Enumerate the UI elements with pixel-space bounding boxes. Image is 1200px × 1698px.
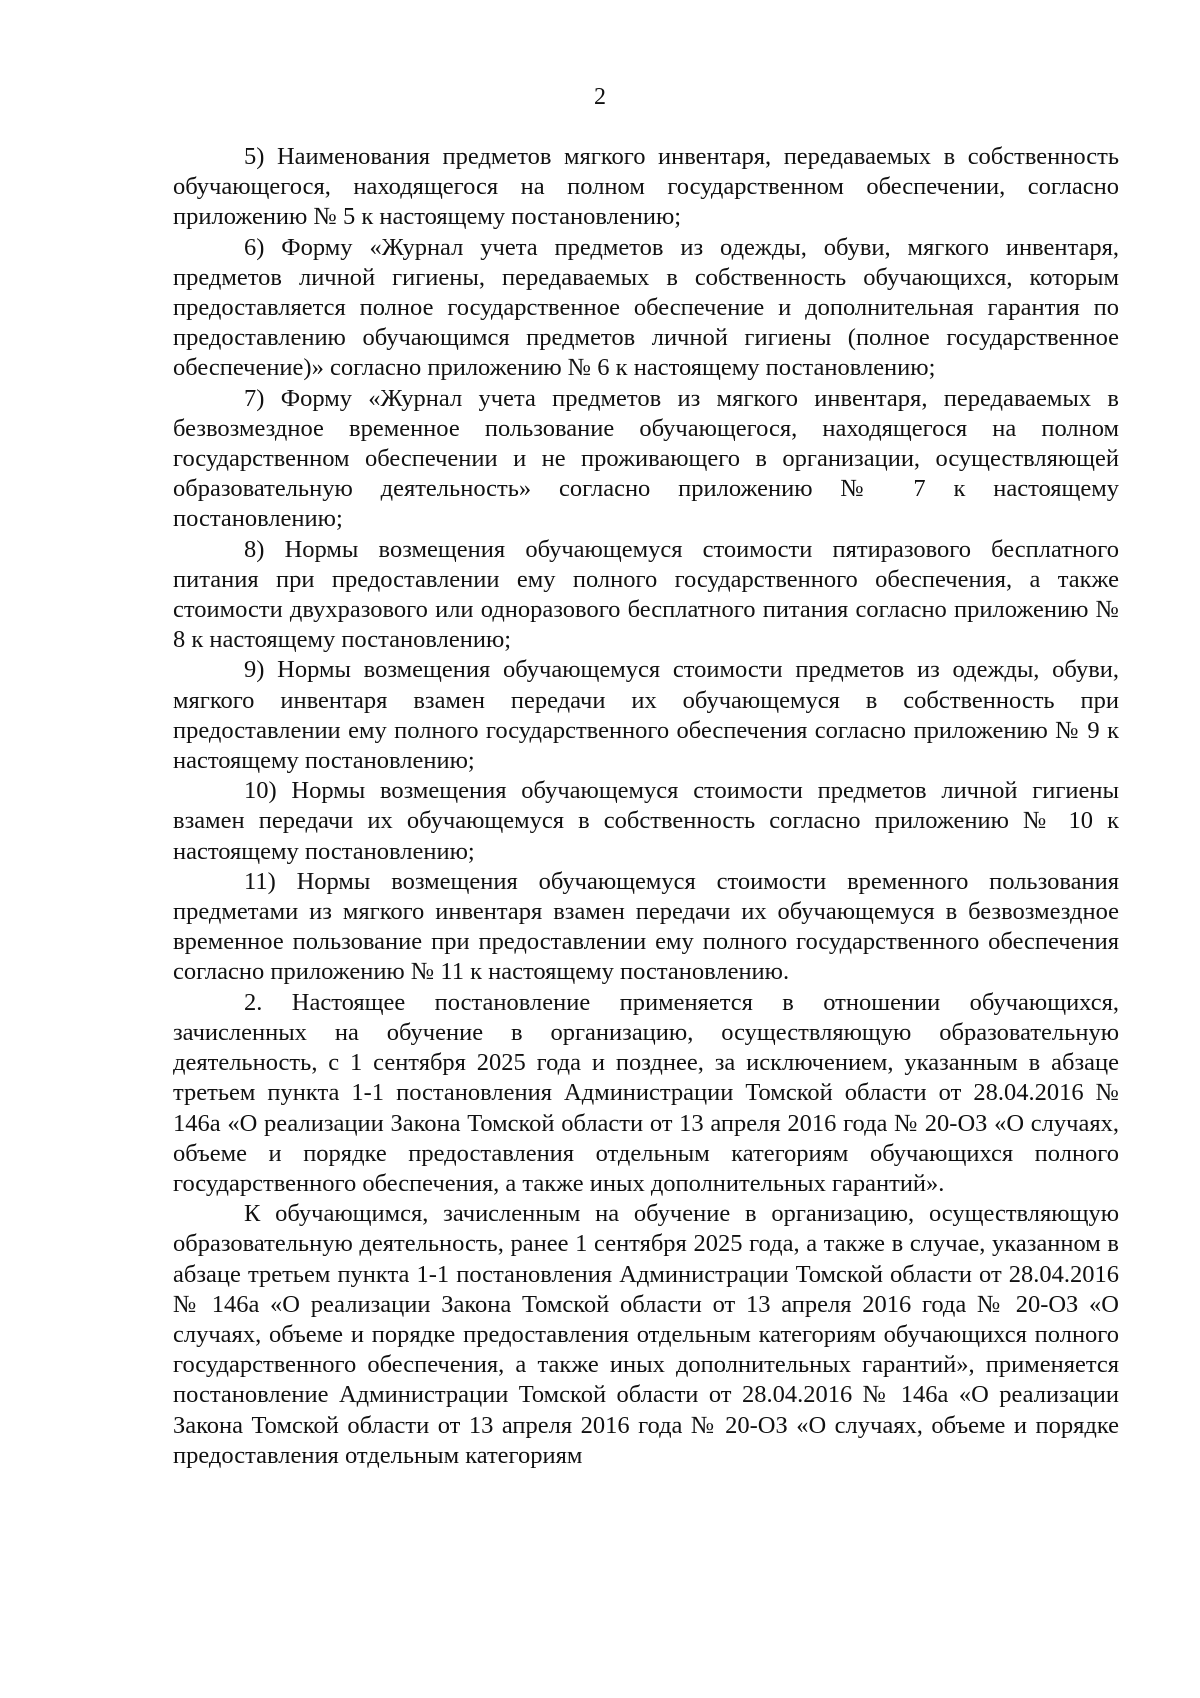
paragraph-item-5: 5) Наименования предметов мягкого инвентаря, передаваемых в собственность обучающегося, находящегося на полном государственном обеспечении, согласно приложению № 5 к настоящему постановлению; — [173, 143, 1119, 231]
paragraph-item-7: 7) Форму «Журнал учета предметов из мягкого инвентаря, передаваемых в безвозмездное временное пользование обучающегося, находящегося на полном государственном обеспечении и не проживающего в организации, осуществляющей образовательную деятельность» согласно приложению № 7 к настоящему постановлению; — [173, 384, 1119, 533]
document-body — [173, 142, 1119, 1471]
paragraph-item-11: 11) Нормы возмещения обучающемуся стоимости временного пользования предметами из мягкого инвентаря взамен передачи их обучающемуся в безвозмездное временное пользование при предоставлении ему полного государственного обеспечения согласно приложению № 11 к настоящему постановлению. — [173, 867, 1119, 986]
paragraph-item-8: 8) Нормы возмещения обучающемуся стоимости пятиразового бесплатного питания при предоставлении ему полного государственного обеспечения, а также стоимости двухразового или одноразового бесплатного питания согласно приложению № 8 к настоящему постановлению; — [173, 535, 1119, 654]
paragraph-clause-2: 2. Настоящее постановление применяется в отношении обучающихся, зачисленных на обучение в организацию, осуществляющую образовательную деятельность, с 1 сентября 2025 года и позднее, за исключением, указанным в абзаце третьем пункта 1-1 постановления Администрации Томской области от 28.04.2016 № 146а «О реализации Закона Томской области от 13 апреля 2016 года № 20-ОЗ «О случаях, объеме и порядке предоставления отдельным категориям обучающихся полного государственного обеспечения, а также иных дополнительных гарантий». — [173, 988, 1119, 1197]
page-number: 2 — [594, 84, 606, 110]
paragraph-item-10: 10) Нормы возмещения обучающемуся стоимости предметов личной гигиены взамен передачи их обучающемуся в собственность согласно приложению № 10 к настоящему постановлению; — [173, 777, 1119, 865]
paragraph-clause-2-continuation: К обучающимся, зачисленным на обучение в организацию, осуществляющую образовательную деятельность, ранее 1 сентября 2025 года, а также в случае, указанном в абзаце третьем пункта 1-1 постановления Администрации Томской области от 28.04.2016 № 146а «О реализации Закона Томской области от 13 апреля 2016 года № 20-ОЗ «О случаях, объеме и порядке предоставления отдельным категориям обучающихся полного государственного обеспечения, а также иных дополнительных гарантий», применяется постановление Администрации Томской области от 28.04.2016 № 146а «О реализации Закона Томской области от 13 апреля 2016 года № 20-ОЗ «О случаях, объеме и порядке предоставления отдельным категориям — [173, 1200, 1119, 1469]
paragraph-item-6: 6) Форму «Журнал учета предметов из одежды, обуви, мягкого инвентаря, предметов личной гигиены, передаваемых в собственность обучающихся, которым предоставляется полное государственное обеспечение и дополнительная гарантия по предоставлению обучающимся предметов личной гигиены (полное государственное обеспечение)» согласно приложению № 6 к настоящему постановлению; — [173, 233, 1119, 382]
paragraph-item-9: 9) Нормы возмещения обучающемуся стоимости предметов из одежды, обуви, мягкого инвентаря взамен передачи их обучающемуся в собственность при предоставлении ему полного государственного обеспечения согласно приложению № 9 к настоящему постановлению; — [173, 656, 1119, 775]
